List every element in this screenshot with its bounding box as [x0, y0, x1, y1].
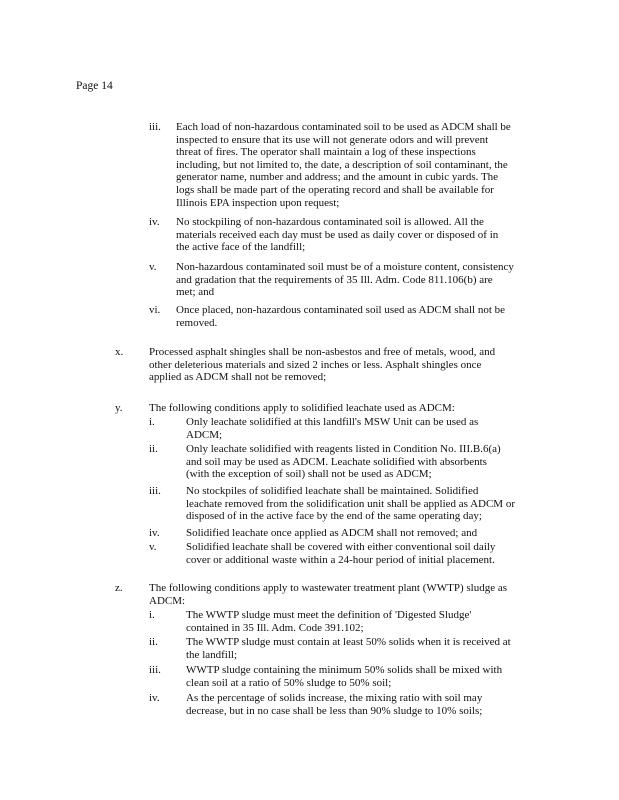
item-text: No stockpiling of non-hazardous contaminated soil is allowed. All the materials received each day must be used as daily cover or disposed of in the active face of the landfill; [176, 216, 499, 254]
item-label: i. [149, 416, 155, 428]
item-label: iii. [149, 121, 161, 133]
item-label: iv. [149, 527, 160, 539]
item-label: z. [115, 582, 123, 594]
item-text: Processed asphalt shingles shall be non-asbestos and free of metals, wood, and other deleterious materials and sized 2 inches or less. Asphalt shingles once applied as ADCM shall not be removed; [149, 346, 496, 384]
item-text: Non-hazardous contaminated soil must be of a moisture content, consistency and gradation that the requirements of 35 Ill. Adm. Code 811.106(b) are met; and [176, 261, 514, 299]
item-label: y. [115, 402, 123, 414]
item-text: The following conditions apply to solidified leachate used as ADCM: [149, 402, 455, 414]
item-text: Solidified leachate shall be covered with either conventional soil daily cover or additional waste within a 24-hour period of initial placement. [186, 541, 496, 566]
item-text: The WWTP sludge must meet the definition of 'Digested Sludge' contained in 35 Ill. Adm. Code 391.102; [186, 609, 472, 634]
item-label: vi. [149, 304, 161, 316]
item-label: iii. [149, 485, 161, 497]
item-text: Only leachate solidified with reagents listed in Condition No. III.B.6(a) and soil may be used as ADCM. Leachate solidified with absorbents (with the exception of soil) shall not be used as ADCM; [186, 443, 501, 481]
item-label: ii. [149, 636, 158, 648]
item-label: x. [115, 346, 124, 358]
item-text: As the percentage of solids increase, the mixing ratio with soil may decrease, but in no case shall be less than 90% sludge to 10% soils; [186, 692, 483, 717]
item-label: i. [149, 609, 155, 621]
item-label: iii. [149, 664, 161, 676]
item-label: iv. [149, 216, 160, 228]
item-text: The following conditions apply to wastewater treatment plant (WWTP) sludge as ADCM: [149, 582, 508, 607]
item-label: v. [149, 261, 157, 273]
item-text: Solidified leachate once applied as ADCM shall not removed; and [186, 527, 478, 539]
item-text: WWTP sludge containing the minimum 50% solids shall be mixed with clean soil at a ratio of 50% sludge to 50% soil; [186, 664, 503, 689]
page-number: Page 14 [76, 80, 113, 92]
item-text: Each load of non-hazardous contaminated soil to be used as ADCM shall be inspected to ensure that its use will not generate odors and will prevent threat of fires. The operator shall maintain a log of these inspections including, but not limited to, the date, a description of soil contaminant, the generator name, number and address; and the amount in cubic yards. The logs shall be made part of the operating record and shall be available for Illinois EPA inspection upon request; [176, 121, 511, 209]
item-label: v. [149, 541, 157, 553]
item-label: ii. [149, 443, 158, 455]
item-text: Once placed, non-hazardous contaminated soil used as ADCM shall not be removed. [176, 304, 506, 329]
item-text: The WWTP sludge must contain at least 50% solids when it is received at the landfill; [186, 636, 511, 661]
item-text: Only leachate solidified at this landfill's MSW Unit can be used as ADCM; [186, 416, 479, 441]
item-text: No stockpiles of solidified leachate shall be maintained. Solidified leachate removed from the solidification unit shall be applied as ADCM or disposed of in the active face by the end of the same operating day; [186, 485, 515, 523]
item-label: iv. [149, 692, 160, 704]
